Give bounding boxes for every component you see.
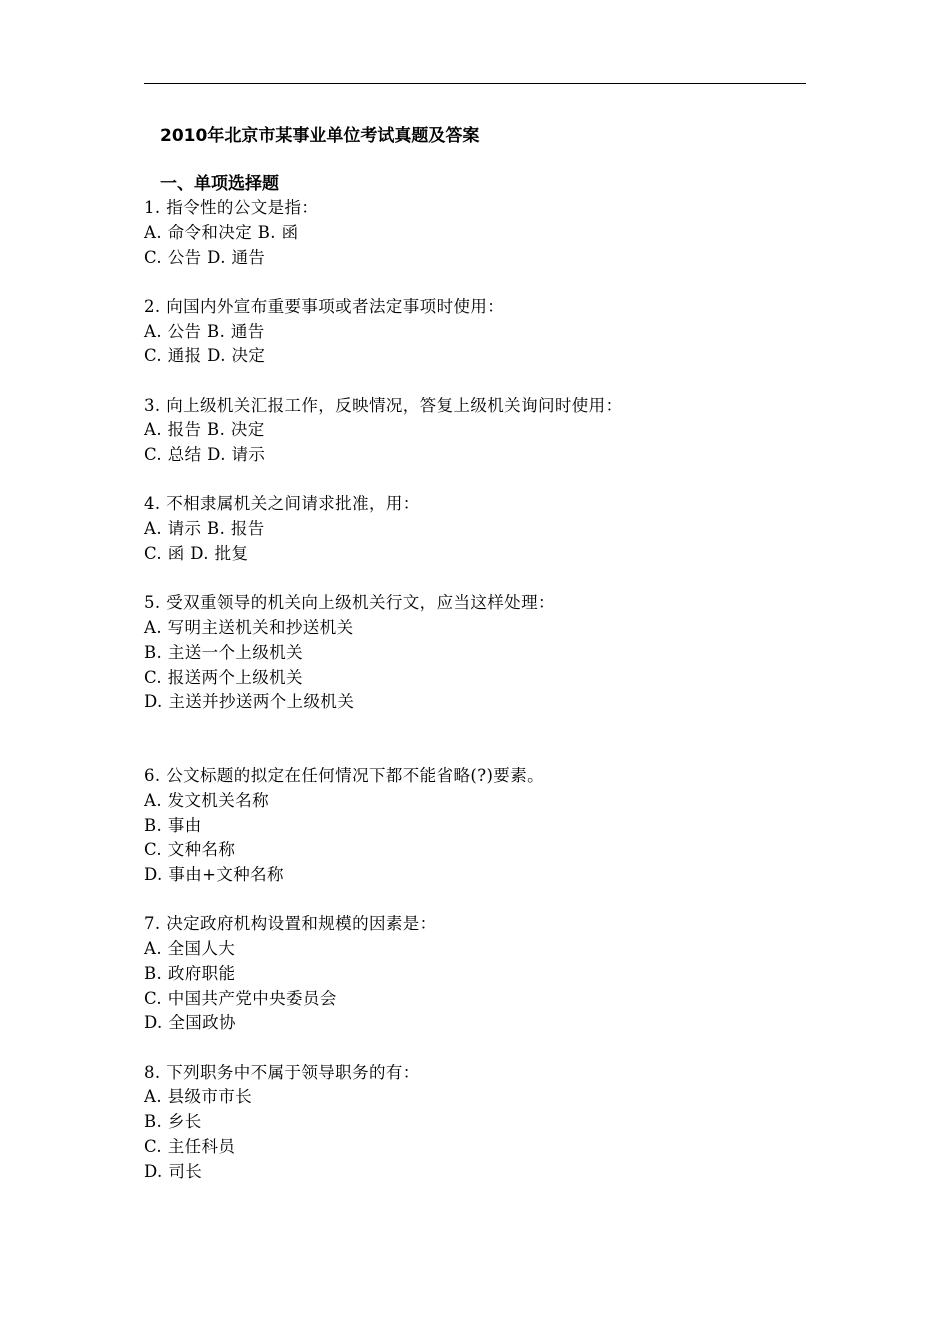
question-3: [144, 394, 824, 468]
question-8: [144, 1061, 824, 1185]
document-title: 2010年北京市某事业单位考试真题及答案: [160, 126, 480, 146]
question-option: D. 事由+文种名称: [144, 865, 284, 885]
question-option: C. 公告 D. 通告: [144, 247, 266, 267]
question-stem: 3. 向上级机关汇报工作，反映情况，答复上级机关询问时使用：: [144, 395, 623, 415]
question-option: B. 政府职能: [144, 963, 236, 983]
question-stem: 2. 向国内外宣布重要事项或者法定事项时使用：: [144, 296, 505, 316]
question-stem: 7. 决定政府机构设置和规模的因素是：: [144, 914, 437, 934]
question-option: A. 报告 B. 决定: [144, 420, 265, 440]
section-heading: 一、单项选择题: [160, 174, 279, 194]
question-option: A. 命令和决定 B. 函: [144, 222, 299, 242]
question-2: [144, 295, 824, 369]
question-stem: 8. 下列职务中不属于领导职务的有：: [144, 1062, 420, 1082]
header-rule: [144, 83, 806, 84]
question-stem: 6. 公文标题的拟定在任何情况下都不能省略(?)要素。: [144, 765, 545, 785]
question-4: [144, 492, 824, 566]
question-option: A. 发文机关名称: [144, 790, 270, 810]
question-1: [144, 196, 824, 270]
question-stem: 5. 受双重领导的机关向上级机关行文，应当这样处理：: [144, 593, 555, 613]
question-option: A. 公告 B. 通告: [144, 321, 265, 341]
question-option: A. 全国人大: [144, 939, 236, 959]
question-option: B. 乡长: [144, 1112, 202, 1132]
question-option: D. 司长: [144, 1161, 203, 1181]
question-option: C. 文种名称: [144, 840, 236, 860]
question-option: C. 总结 D. 请示: [144, 445, 266, 465]
question-option: D. 全国政协: [144, 1013, 236, 1033]
question-6: [144, 764, 824, 888]
question-option: A. 请示 B. 报告: [144, 519, 265, 539]
question-5: [144, 591, 824, 715]
question-list: [144, 196, 824, 1185]
question-option: A. 写明主送机关和抄送机关: [144, 617, 354, 637]
question-option: B. 事由: [144, 815, 202, 835]
question-option: B. 主送一个上级机关: [144, 642, 304, 662]
question-option: C. 函 D. 批复: [144, 543, 249, 563]
question-stem: 4. 不相隶属机关之间请求批准，用：: [144, 494, 420, 514]
question-option: D. 主送并抄送两个上级机关: [144, 692, 355, 712]
question-option: C. 主任科员: [144, 1137, 236, 1157]
question-stem: 1. 指令性的公文是指：: [144, 198, 319, 217]
question-7: [144, 912, 824, 1036]
question-option: C. 通报 D. 决定: [144, 346, 266, 366]
question-option: A. 县级市市长: [144, 1087, 253, 1107]
question-option: C. 中国共产党中央委员会: [144, 988, 337, 1008]
question-option: C. 报送两个上级机关: [144, 667, 303, 687]
